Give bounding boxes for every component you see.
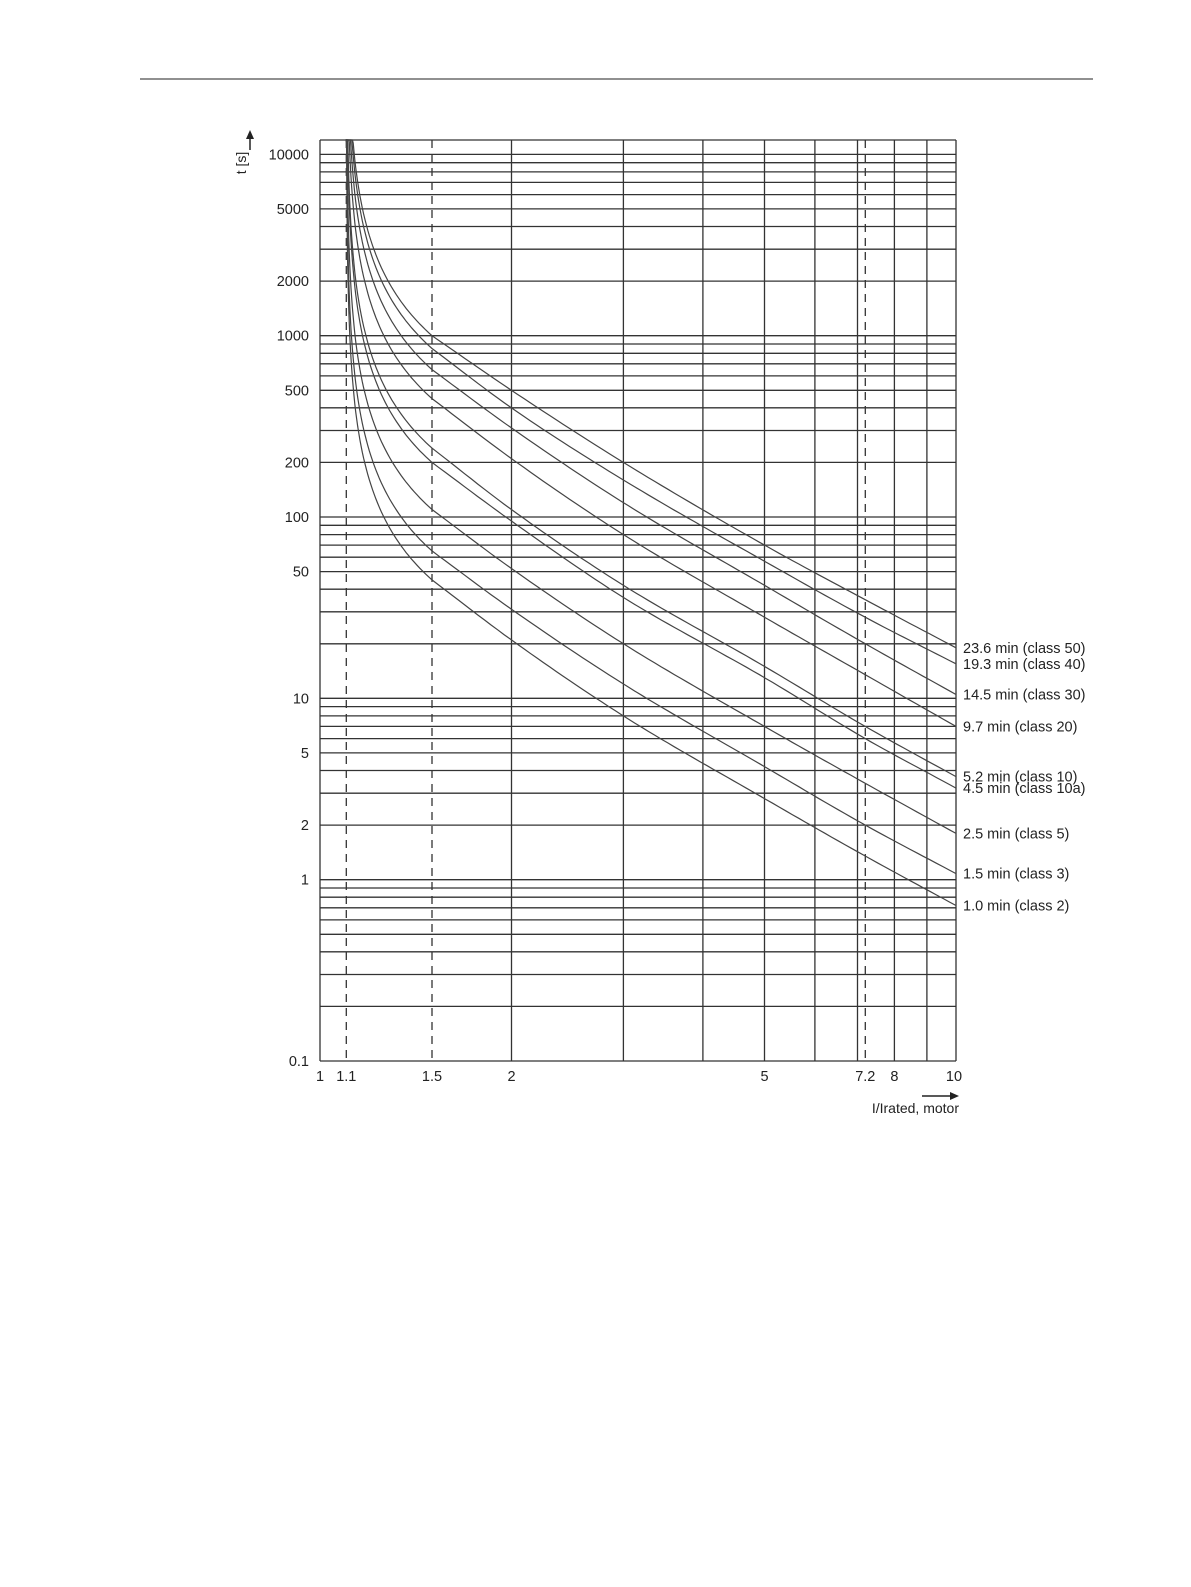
chart-axis-titles [233, 130, 959, 1116]
curve-series-5 [346, 140, 956, 777]
x-tick-label: 1 [315, 1069, 325, 1085]
y-tick-label: 10 [292, 691, 309, 708]
x-tick-label: 10 [945, 1069, 963, 1085]
x-tick-label: 8 [890, 1069, 899, 1085]
curve-series-7 [346, 140, 956, 833]
x-tick-label: 2 [507, 1069, 516, 1085]
curve-series-9 [346, 140, 956, 906]
x-tick-label: 7.2 [855, 1069, 876, 1085]
curve-label-5: 5.2 min (class 10) [963, 769, 1078, 786]
curve-label-4: 9.7 min (class 20) [963, 719, 1078, 736]
curve-label-9: 1.0 min (class 2) [963, 898, 1070, 915]
curve-label-1: 23.6 min (class 50) [963, 640, 1086, 657]
chart-reference-lines [346, 140, 865, 1061]
x-axis-label: I/Irated, motor [871, 1100, 959, 1116]
curve-series-6 [346, 140, 956, 788]
y-tick-label: 2000 [276, 274, 309, 291]
curve-label-7: 2.5 min (class 5) [963, 826, 1070, 843]
chart-curves [346, 140, 956, 906]
y-tick-label: 10000 [268, 147, 309, 164]
y-tick-label: 100 [284, 510, 309, 526]
x-tick-label: 1.1 [336, 1069, 357, 1085]
y-tick-label: 0.1 [288, 1054, 309, 1070]
y-tick-label: 1000 [276, 328, 309, 345]
curve-series-2 [346, 140, 956, 664]
chart-grid [320, 140, 956, 1061]
y-tick-label: 5000 [276, 201, 309, 218]
curve-label-6: 4.5 min (class 10a) [963, 781, 1086, 798]
y-tick-label: 2 [300, 818, 309, 835]
x-tick-label: 5 [760, 1069, 769, 1085]
curve-label-2: 19.3 min (class 40) [963, 656, 1086, 673]
curve-label-8: 1.5 min (class 3) [963, 866, 1070, 883]
y-tick-label: 200 [284, 455, 309, 472]
y-tick-label: 500 [284, 383, 309, 400]
x-axis-arrow-head [950, 1092, 959, 1100]
curve-label-3: 14.5 min (class 30) [963, 687, 1086, 704]
curve-series-4 [346, 140, 956, 726]
y-tick-label: 50 [292, 564, 309, 581]
y-tick-label: 1 [300, 872, 309, 889]
y-axis-arrow-head [246, 130, 254, 139]
x-tick-label: 1.5 [421, 1069, 443, 1085]
y-tick-label: 5 [300, 745, 309, 762]
curve-series-8 [346, 140, 956, 874]
y-axis-label: t [s] [233, 151, 249, 175]
chart-curve-labels [963, 641, 1086, 915]
